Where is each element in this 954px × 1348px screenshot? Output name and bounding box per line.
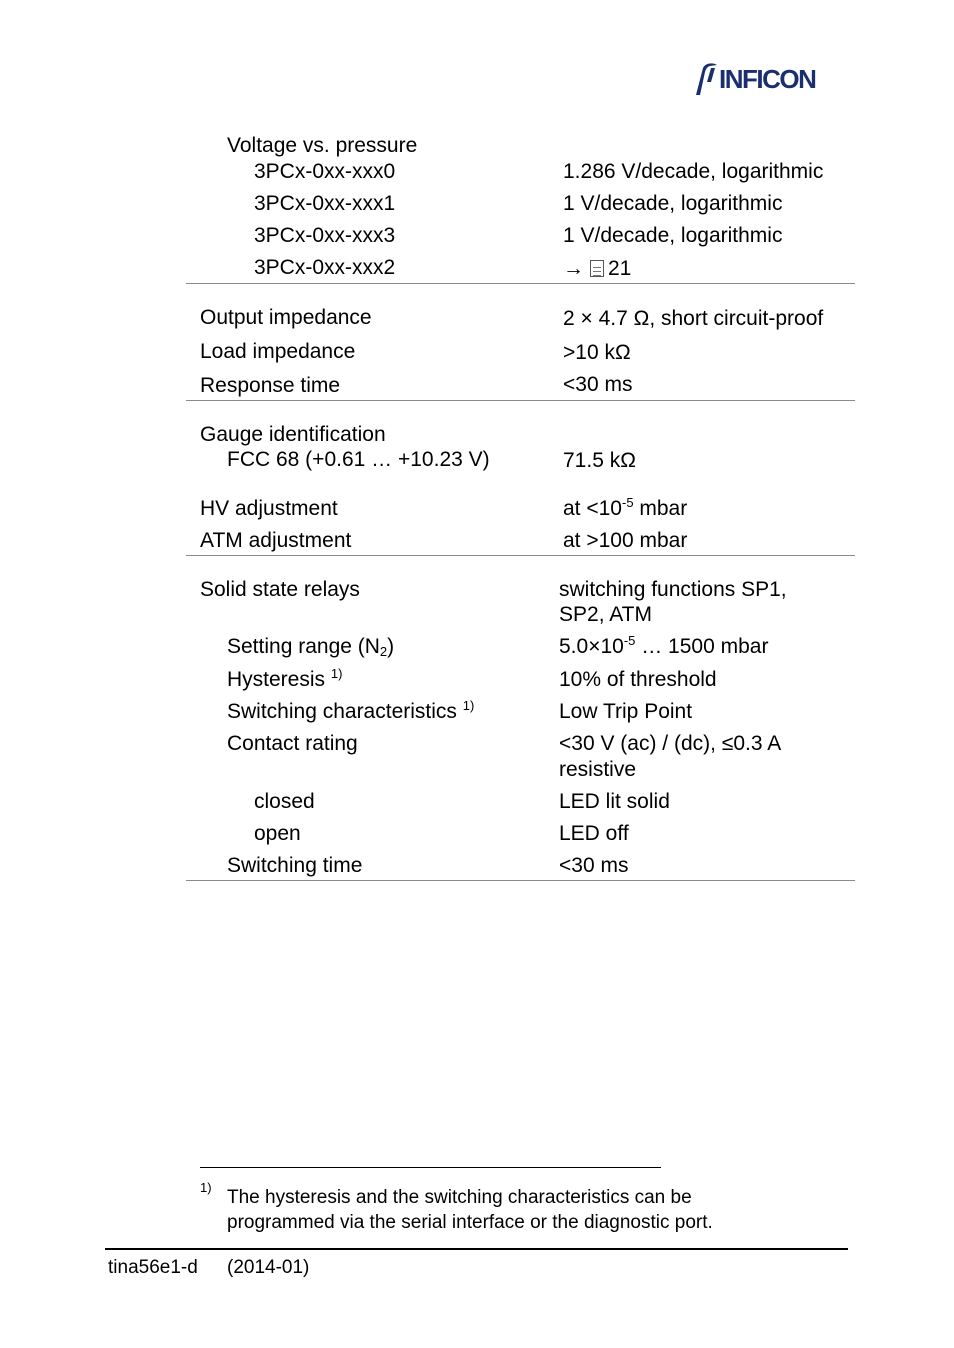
arrow-icon: → <box>563 257 584 280</box>
footnote-ref: 1) <box>330 666 343 681</box>
inficon-swoosh-icon <box>693 62 719 96</box>
setting-range-value: $5.0\times 10^{-5}$ … 1500 mbar <box>559 633 769 658</box>
gauge-id-heading: Gauge identification <box>200 423 386 446</box>
voltage-row-label: 3PCx-0xx-xxx0 <box>254 160 396 183</box>
load-impedance-value: >10 kΩ <box>563 341 631 364</box>
footnote-separator <box>200 1167 661 1168</box>
relays-label: Solid state relays <box>200 578 360 601</box>
inficon-logo <box>693 62 849 96</box>
switching-characteristics-value: Low Trip Point <box>559 700 693 723</box>
atm-adjustment-label: ATM adjustment <box>200 529 352 552</box>
footer-doc-id: tina56e1-d <box>108 1257 198 1278</box>
voltage-heading: Voltage vs. pressure <box>227 134 418 157</box>
fcc-value: 71.5 kΩ <box>563 449 636 472</box>
closed-label: closed <box>254 790 315 813</box>
voltage-row-label: 3PCx-0xx-xxx3 <box>254 224 396 247</box>
page-reference <box>563 257 631 281</box>
hysteresis-value: 10% of threshold <box>559 668 717 691</box>
voltage-row-value: 1 V/decade, logarithmic <box>563 224 783 247</box>
open-label: open <box>254 822 301 845</box>
footnote-marker: 1) <box>200 1180 212 1195</box>
voltage-row-value: 1.286 V/decade, logarithmic <box>563 160 824 183</box>
contact-rating-value-line1: <30 V (ac) / (dc), ≤0.3 A <box>559 732 782 755</box>
voltage-row-label: 3PCx-0xx-xxx1 <box>254 192 396 215</box>
footer-rule <box>105 1248 848 1250</box>
switching-time-label: Switching time <box>227 854 363 877</box>
voltage-row-label: 3PCx-0xx-xxx2 <box>254 256 396 279</box>
setting-range-label: Setting range $(N_2)$ <box>227 635 395 659</box>
document-icon <box>590 260 604 277</box>
switching-time-value: <30 ms <box>559 854 629 877</box>
section-divider <box>186 880 855 881</box>
section-divider <box>186 283 855 284</box>
output-impedance-value: 2 × 4.7 Ω, short circuit-proof <box>563 307 824 330</box>
section-divider <box>186 400 855 401</box>
relays-value-line1: switching functions SP1, <box>559 578 787 601</box>
response-time-label: Response time <box>200 374 341 397</box>
contact-rating-label: Contact rating <box>227 732 358 755</box>
relays-value-line2: SP2, ATM <box>559 603 652 626</box>
footnote-line2: programmed via the serial interface or the diagnostic port. <box>227 1212 713 1233</box>
open-value: LED off <box>559 822 629 845</box>
output-impedance-label: Output impedance <box>200 306 372 329</box>
load-impedance-label: Load impedance <box>200 340 356 363</box>
contact-rating-value-line2: resistive <box>559 758 637 781</box>
footer-date: (2014-01) <box>227 1257 310 1278</box>
voltage-row-value: 1 V/decade, logarithmic <box>563 192 783 215</box>
page-ref-number: 21 <box>608 257 632 280</box>
footnote-line1: The hysteresis and the switching characteristics can be <box>227 1187 692 1208</box>
closed-value: LED lit solid <box>559 790 670 813</box>
hysteresis-label: Hysteresis $^{1)}$ <box>227 666 343 691</box>
hv-adjustment-value: at $<10^{-5}$ mbar <box>563 495 688 520</box>
atm-adjustment-value: at >100 mbar <box>563 529 688 552</box>
logo-text: INFICON <box>719 64 816 94</box>
footnote-ref: 1) <box>462 698 475 713</box>
hv-adjustment-label: HV adjustment <box>200 497 338 520</box>
response-time-value: <30 ms <box>563 373 633 396</box>
fcc-label: FCC 68 (+0.61 … +10.23 V) <box>227 448 490 471</box>
section-divider <box>186 555 855 556</box>
switching-characteristics-label: Switching characteristics $^{1)}$ <box>227 698 475 723</box>
